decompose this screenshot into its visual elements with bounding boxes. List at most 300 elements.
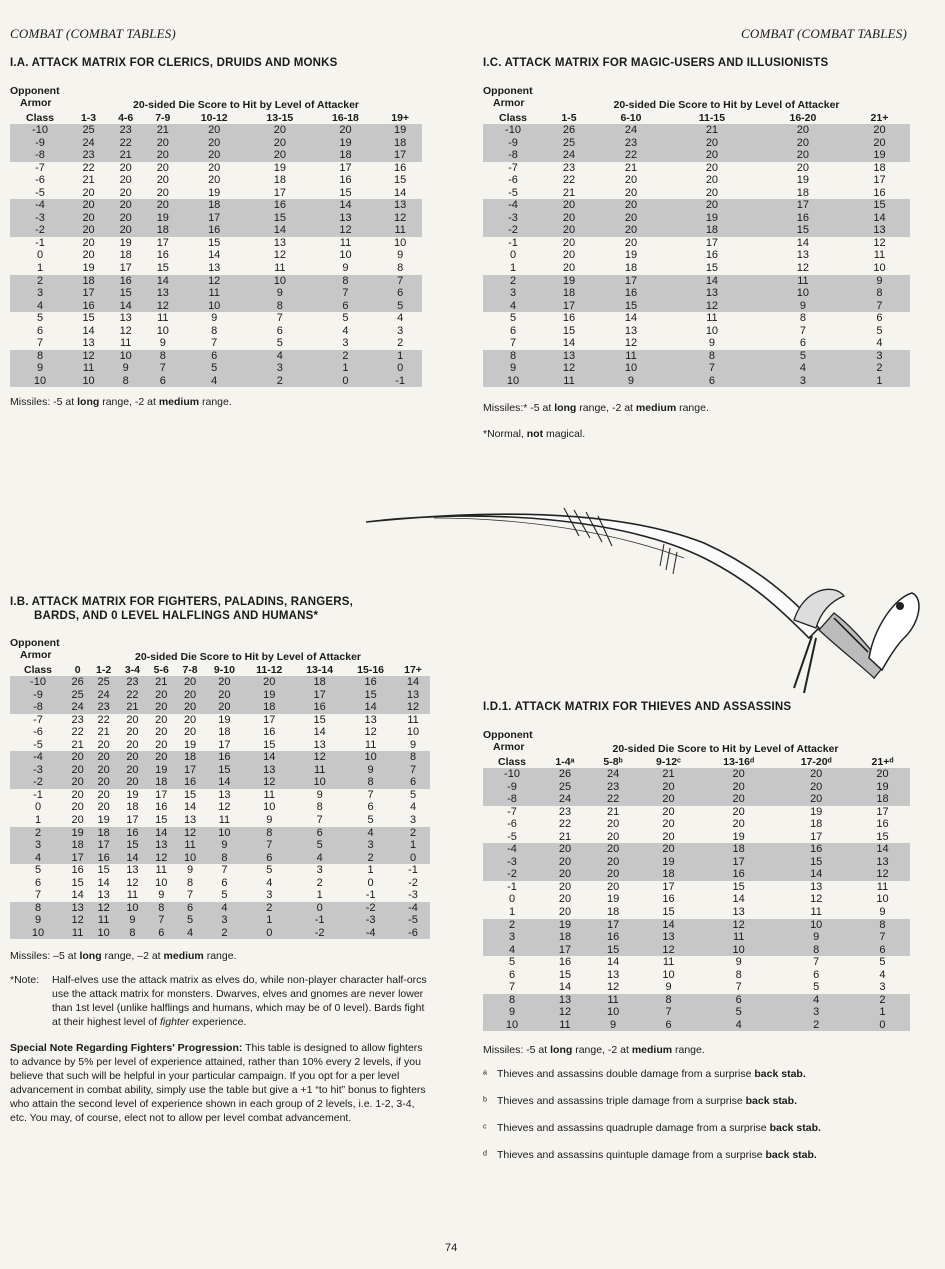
to-hit-cell: 17 xyxy=(155,788,168,801)
to-hit-cell: 10 xyxy=(406,726,420,739)
to-hit-cell: 7 xyxy=(276,312,283,325)
to-hit-cell: 20 xyxy=(147,701,176,714)
opponent-label: Opponent xyxy=(483,729,533,741)
to-hit-cell: 16 xyxy=(70,300,107,313)
to-hit-cell: 14 xyxy=(118,852,147,865)
to-hit-cell: 13 xyxy=(796,249,810,262)
table-row xyxy=(10,814,430,827)
to-hit-cell: 19 xyxy=(208,186,221,199)
table-row xyxy=(483,199,910,212)
to-hit-cell: 13 xyxy=(144,287,181,300)
page-number: 74 xyxy=(445,1242,458,1254)
to-hit-cell: 11 xyxy=(89,914,118,927)
opponent-label: Opponent xyxy=(10,637,60,649)
to-hit-cell: 6 xyxy=(276,324,283,337)
to-hit-cell: 18 xyxy=(855,793,910,806)
table-row xyxy=(10,162,422,175)
to-hit-cell: 17 xyxy=(176,764,205,777)
to-hit-cell: 16 xyxy=(294,701,345,714)
to-hit-cell: 7 xyxy=(378,275,422,288)
table-row xyxy=(10,124,422,137)
to-hit-cell: 14 xyxy=(637,919,700,932)
to-hit-cell: 16 xyxy=(662,893,675,906)
fighters-progression-note: Special Note Regarding Fighters' Progression: This table is designed to allow fighters to advance by 5% per level of experience attained, rather than 10% every 2 levels, if you believe that such will be helpful in your particular campaign. If you opt for a per level advancement in combat ability, simply use the table but give a +1 “to hit” bonus to fighters who attain the second level of experience shown in each group of 2 levels, i.e. 1-2, 3-4, etc. You may, of course, elect not to allow per level combat advancement. xyxy=(10,1042,426,1125)
to-hit-cell: 1 xyxy=(378,350,422,363)
to-hit-cell: 20 xyxy=(66,751,89,764)
to-hit-cell: 4 xyxy=(342,324,349,337)
to-hit-cell: 23 xyxy=(70,149,107,162)
to-hit-cell: 18 xyxy=(147,776,176,789)
to-hit-cell: 20 xyxy=(89,764,118,777)
to-hit-cell: 7 xyxy=(799,324,806,337)
to-hit-cell: 13 xyxy=(732,906,745,919)
to-hit-cell: 11 xyxy=(407,713,419,726)
to-hit-cell: 20 xyxy=(156,174,169,187)
armor-class-cell: 10 xyxy=(483,375,543,388)
to-hit-cell: 11 xyxy=(181,287,247,300)
to-hit-cell: 16 xyxy=(118,827,147,840)
to-hit-cell: 12 xyxy=(855,868,910,881)
armor-class-cell: 4 xyxy=(483,944,541,957)
table-row xyxy=(10,249,422,262)
to-hit-cell: 25 xyxy=(89,676,118,689)
to-hit-cell: 4 xyxy=(757,362,849,375)
level-column-header: 13-16ᵈ xyxy=(723,755,755,768)
table-row xyxy=(10,676,430,689)
to-hit-cell: 12 xyxy=(378,212,422,225)
to-hit-cell: 4 xyxy=(879,968,886,981)
to-hit-cell: 11 xyxy=(126,889,139,902)
to-hit-cell: 16 xyxy=(176,776,205,789)
to-hit-cell: 6 xyxy=(700,994,778,1007)
to-hit-cell: 20 xyxy=(637,781,700,794)
to-hit-cell: -3 xyxy=(345,914,396,927)
to-hit-cell: 20 xyxy=(82,249,95,262)
table-row xyxy=(10,375,422,388)
to-hit-cell: 25 xyxy=(70,124,107,137)
to-hit-cell: 5 xyxy=(813,981,820,994)
to-hit-cell: 13 xyxy=(208,262,221,275)
armor-class-cell: -8 xyxy=(10,149,70,162)
table-b-title-line1: I.B. ATTACK MATRIX FOR FIGHTERS, PALADINS, RANGERS, xyxy=(10,596,354,608)
to-hit-cell: 16 xyxy=(595,287,667,300)
to-hit-cell: 21 xyxy=(667,124,757,137)
to-hit-cell: 10 xyxy=(181,300,247,313)
to-hit-cell: 20 xyxy=(156,161,169,174)
to-hit-cell: 19 xyxy=(97,814,110,827)
to-hit-cell: 21 xyxy=(107,149,144,162)
table-row xyxy=(483,312,910,325)
to-hit-cell: 10 xyxy=(70,375,107,388)
attack-matrix-table-a xyxy=(10,98,422,387)
armor-label: Armor xyxy=(493,96,525,109)
to-hit-cell: 3 xyxy=(266,889,273,902)
to-hit-cell: 6 xyxy=(876,312,883,325)
to-hit-cell: 12 xyxy=(181,275,247,288)
to-hit-cell: 13 xyxy=(218,788,231,801)
to-hit-cell: 22 xyxy=(71,726,84,739)
to-hit-cell: 21 xyxy=(562,186,576,199)
to-hit-cell: 9 xyxy=(345,764,396,777)
armor-class-cell: 4 xyxy=(10,300,70,313)
armor-class-cell: -2 xyxy=(10,776,66,789)
to-hit-cell: -4 xyxy=(345,927,396,940)
to-hit-cell: 20 xyxy=(176,701,205,714)
table-row xyxy=(483,137,910,150)
to-hit-cell: 20 xyxy=(849,124,910,137)
to-hit-cell: 16 xyxy=(589,931,637,944)
to-hit-cell: 20 xyxy=(589,843,637,856)
armor-class-cell: 6 xyxy=(34,876,42,889)
table-row xyxy=(483,843,910,856)
to-hit-cell: 20 xyxy=(700,768,778,781)
to-hit-cell: 20 xyxy=(118,751,147,764)
to-hit-cell: 13 xyxy=(637,931,700,944)
to-hit-cell: 16 xyxy=(700,868,778,881)
to-hit-cell: 20 xyxy=(777,781,855,794)
armor-label: Armor xyxy=(20,96,52,109)
to-hit-cell: 15 xyxy=(732,880,745,893)
to-hit-cell: 20 xyxy=(176,689,205,702)
armor-class-cell: 1 xyxy=(34,814,42,827)
to-hit-cell: 16 xyxy=(204,751,244,764)
to-hit-cell: 18 xyxy=(273,174,286,187)
to-hit-cell: 14 xyxy=(732,893,745,906)
to-hit-cell: 14 xyxy=(345,701,396,714)
to-hit-cell: 11 xyxy=(274,262,286,275)
table-row xyxy=(483,287,910,300)
to-hit-cell: 17 xyxy=(89,839,118,852)
to-hit-cell: 4 xyxy=(294,852,345,865)
to-hit-cell: 5 xyxy=(342,312,349,325)
to-hit-cell: 12 xyxy=(70,350,107,363)
to-hit-cell: -2 xyxy=(294,927,345,940)
to-hit-cell: 18 xyxy=(624,262,638,275)
armor-class-cell: -3 xyxy=(10,212,70,225)
to-hit-cell: 5 xyxy=(176,914,205,927)
to-hit-cell: 13 xyxy=(543,350,595,363)
to-hit-cell: 12 xyxy=(364,726,377,739)
armor-class-cell: 1 xyxy=(36,262,44,275)
back-stab-footnote xyxy=(483,1121,913,1135)
to-hit-cell: 3 xyxy=(345,839,396,852)
level-column-header: 3-4 xyxy=(124,663,141,676)
armor-class-cell: -4 xyxy=(483,843,541,856)
to-hit-cell: 18 xyxy=(176,751,205,764)
armor-class-cell: -3 xyxy=(10,764,66,777)
to-hit-cell: 20 xyxy=(71,788,84,801)
to-hit-cell: 7 xyxy=(367,788,374,801)
armor-class-cell: 8 xyxy=(483,994,541,1007)
to-hit-cell: 1 xyxy=(316,889,323,902)
to-hit-cell: 12 xyxy=(873,236,886,249)
to-hit-cell: 24 xyxy=(589,768,637,781)
class-header: Class xyxy=(23,663,53,676)
to-hit-cell: 13 xyxy=(667,287,757,300)
to-hit-cell: 15 xyxy=(595,300,667,313)
to-hit-cell: 26 xyxy=(66,676,89,689)
table-row xyxy=(483,224,910,237)
to-hit-cell: 6 xyxy=(176,902,205,915)
to-hit-cell: 5 xyxy=(181,362,247,375)
armor-class-cell: 6 xyxy=(36,324,44,337)
footnote-text: Thieves and assassins quintuple damage from a surprise xyxy=(497,1149,766,1162)
table-row xyxy=(10,839,430,852)
to-hit-cell: 16 xyxy=(757,212,849,225)
to-hit-cell: 19 xyxy=(637,856,700,869)
to-hit-cell: 14 xyxy=(396,676,430,689)
to-hit-cell: 13 xyxy=(244,764,294,777)
to-hit-cell: 23 xyxy=(118,676,147,689)
to-hit-cell: 20 xyxy=(541,843,589,856)
to-hit-cell: 7 xyxy=(849,300,910,313)
armor-class-cell: -3 xyxy=(483,856,541,869)
to-hit-cell: 1 xyxy=(396,839,430,852)
to-hit-cell: 10 xyxy=(118,902,147,915)
table-b-title-line2: BARDS, AND 0 LEVEL HALFLINGS AND HUMANS* xyxy=(34,610,319,622)
table-row xyxy=(483,906,910,919)
to-hit-cell: 2 xyxy=(313,350,379,363)
class-header: Class xyxy=(25,111,55,124)
to-hit-cell: 19 xyxy=(183,738,197,751)
to-hit-cell: 13 xyxy=(183,814,197,827)
armor-class-cell: 1 xyxy=(508,906,516,919)
to-hit-cell: 4 xyxy=(345,827,396,840)
level-column-header: 21+ᵈ xyxy=(871,755,894,768)
to-hit-cell: 17 xyxy=(810,830,823,843)
to-hit-cell: 15 xyxy=(247,212,313,225)
to-hit-cell: 26 xyxy=(543,124,595,137)
to-hit-cell: 13 xyxy=(66,902,89,915)
to-hit-cell: 20 xyxy=(247,149,313,162)
level-column-header: 16-18 xyxy=(332,111,359,124)
to-hit-cell: 2 xyxy=(316,876,323,889)
level-column-header: 9-10 xyxy=(213,663,235,676)
table-row xyxy=(10,914,430,927)
to-hit-cell: 20 xyxy=(637,843,700,856)
to-hit-cell: 9 xyxy=(589,1019,637,1032)
to-hit-cell: 11 xyxy=(157,312,169,325)
to-hit-cell: 20 xyxy=(606,880,620,893)
to-hit-cell: 7 xyxy=(813,956,820,969)
to-hit-cell: 20 xyxy=(181,149,247,162)
table-row xyxy=(483,375,910,388)
to-hit-cell: 10 xyxy=(873,262,886,275)
table-row xyxy=(483,362,910,375)
to-hit-cell: 19 xyxy=(796,174,810,187)
armor-class-cell: -6 xyxy=(35,174,45,187)
to-hit-cell: 8 xyxy=(107,375,144,388)
to-hit-cell: 5 xyxy=(757,350,849,363)
to-hit-cell: 7 xyxy=(187,889,194,902)
to-hit-cell: 9 xyxy=(266,814,273,827)
to-hit-cell: 16 xyxy=(873,186,886,199)
to-hit-cell: 20 xyxy=(107,212,144,225)
to-hit-cell: 19 xyxy=(606,893,620,906)
to-hit-cell: 20 xyxy=(126,738,139,751)
armor-class-cell: -7 xyxy=(33,713,43,726)
to-hit-cell: 14 xyxy=(71,889,84,902)
to-hit-cell: 16 xyxy=(705,249,719,262)
to-hit-cell: 16 xyxy=(155,801,168,814)
back-stab-footnote xyxy=(483,1148,913,1162)
to-hit-cell: 3 xyxy=(316,864,323,877)
to-hit-cell: 20 xyxy=(156,186,169,199)
to-hit-cell: 25 xyxy=(541,781,589,794)
to-hit-cell: 9 xyxy=(247,287,313,300)
armor-class-cell: -7 xyxy=(508,161,518,174)
to-hit-cell: 12 xyxy=(218,801,231,814)
to-hit-cell: 4 xyxy=(409,801,417,814)
table-row xyxy=(10,224,422,237)
to-hit-cell: 20 xyxy=(66,764,89,777)
to-hit-cell: 9 xyxy=(879,906,886,919)
to-hit-cell: 20 xyxy=(119,174,132,187)
table-row xyxy=(483,124,910,137)
table-row xyxy=(483,187,910,200)
armor-class-cell: -8 xyxy=(10,701,66,714)
to-hit-cell: 0 xyxy=(378,362,422,375)
to-hit-cell: 10 xyxy=(757,287,849,300)
table-d-missiles: Missiles: -5 at long range, -2 at medium range. xyxy=(483,1044,705,1057)
to-hit-cell: 20 xyxy=(705,161,719,174)
to-hit-cell: 15 xyxy=(118,839,147,852)
level-column-header: 10-12 xyxy=(200,111,228,124)
armor-class-cell: -4 xyxy=(10,751,66,764)
to-hit-cell: 24 xyxy=(543,149,595,162)
to-hit-cell: 19 xyxy=(244,689,294,702)
to-hit-cell: 20 xyxy=(558,880,572,893)
to-hit-cell: 10 xyxy=(705,324,719,337)
to-hit-cell: 5 xyxy=(367,814,374,827)
to-hit-cell: 23 xyxy=(562,161,576,174)
to-hit-cell: 22 xyxy=(562,174,576,187)
level-column-header: 21+ xyxy=(870,111,889,124)
to-hit-cell: 19 xyxy=(624,249,638,262)
to-hit-cell: 11 xyxy=(339,236,352,249)
to-hit-cell: 9 xyxy=(211,312,218,325)
table-row xyxy=(483,931,910,944)
to-hit-cell: 7 xyxy=(667,362,757,375)
to-hit-cell: 8 xyxy=(211,324,218,337)
table-b-note: *Note: Half-elves use the attack matrix as elves do, while non-player character half-orcs use the attack matrix for monsters. Dwarves, elves and gnomes are never lower than 1st level (unlike halflings and humans, which may be of 0 level). Bards fight at their highest level of fighter experience. xyxy=(10,974,427,1029)
to-hit-cell: 7 xyxy=(144,362,181,375)
to-hit-cell: 16 xyxy=(156,249,169,262)
to-hit-cell: 24 xyxy=(66,701,89,714)
armor-class-cell: -1 xyxy=(35,236,45,249)
table-row xyxy=(483,881,910,894)
to-hit-cell: 12 xyxy=(796,262,810,275)
to-hit-cell: 20 xyxy=(624,174,638,187)
armor-class-cell: -10 xyxy=(483,124,543,137)
to-hit-cell: 17 xyxy=(156,236,169,249)
to-hit-cell: 19 xyxy=(313,137,379,150)
to-hit-cell: 17 xyxy=(70,287,107,300)
to-hit-cell: 8 xyxy=(777,944,855,957)
to-hit-cell: 15 xyxy=(562,324,576,337)
to-hit-cell: 13 xyxy=(147,839,176,852)
to-hit-cell: 14 xyxy=(107,300,144,313)
to-hit-cell: 18 xyxy=(119,249,132,262)
table-row xyxy=(10,701,430,714)
table-row xyxy=(483,300,910,313)
to-hit-cell: 15 xyxy=(71,876,84,889)
to-hit-cell: 7 xyxy=(855,931,910,944)
to-hit-cell: 11 xyxy=(176,839,205,852)
to-hit-cell: 16 xyxy=(558,956,572,969)
to-hit-cell: 14 xyxy=(394,186,407,199)
to-hit-cell: 20 xyxy=(144,149,181,162)
to-hit-cell: 9 xyxy=(107,362,144,375)
to-hit-cell: 11 xyxy=(364,738,377,751)
to-hit-cell: 5 xyxy=(378,300,422,313)
to-hit-cell: 21 xyxy=(71,738,84,751)
to-hit-cell: 21 xyxy=(147,676,176,689)
to-hit-cell: 3 xyxy=(409,814,417,827)
level-column-header: 6-10 xyxy=(620,111,642,124)
to-hit-cell: 14 xyxy=(855,843,910,856)
table-row xyxy=(483,981,910,994)
to-hit-cell: 9 xyxy=(849,275,910,288)
to-hit-cell: 17 xyxy=(543,300,595,313)
armor-class-cell: 10 xyxy=(10,375,70,388)
to-hit-cell: 23 xyxy=(595,137,667,150)
to-hit-cell: 16 xyxy=(562,312,576,325)
to-hit-cell: 14 xyxy=(204,776,244,789)
to-hit-cell: 11 xyxy=(543,375,595,388)
armor-label: Armor xyxy=(493,740,525,753)
table-row xyxy=(483,337,910,350)
to-hit-cell: 6 xyxy=(294,827,345,840)
class-header: Class xyxy=(497,755,527,768)
to-hit-cell: 19 xyxy=(543,275,595,288)
armor-class-cell: 3 xyxy=(10,287,70,300)
to-hit-cell: 10 xyxy=(156,324,169,337)
to-hit-cell: 15 xyxy=(558,968,572,981)
to-hit-cell: 12 xyxy=(119,324,132,337)
to-hit-cell: 21 xyxy=(97,726,110,739)
to-hit-cell: 15 xyxy=(777,856,855,869)
armor-class-cell: -2 xyxy=(483,224,543,237)
to-hit-cell: 20 xyxy=(595,199,667,212)
table-row xyxy=(483,793,910,806)
to-hit-cell: 3 xyxy=(757,375,849,388)
footnote-text: Thieves and assassins double damage from a surprise xyxy=(497,1068,755,1081)
to-hit-cell: 20 xyxy=(71,801,84,814)
table-row xyxy=(10,714,430,727)
to-hit-cell: 14 xyxy=(624,312,638,325)
table-row xyxy=(10,776,430,789)
table-row xyxy=(10,726,430,739)
to-hit-cell: 13 xyxy=(378,199,422,212)
to-hit-cell: 19 xyxy=(82,262,95,275)
to-hit-cell: 4 xyxy=(266,876,273,889)
table-row xyxy=(10,174,422,187)
to-hit-cell: 20 xyxy=(70,212,107,225)
level-column-header: 7-9 xyxy=(155,111,171,124)
to-hit-cell: 6 xyxy=(667,375,757,388)
table-c-title: I.C. ATTACK MATRIX FOR MAGIC-USERS AND ILLUSIONISTS xyxy=(483,57,829,69)
to-hit-cell: 14 xyxy=(796,236,810,249)
to-hit-cell: 13 xyxy=(313,212,379,225)
to-hit-cell: 20 xyxy=(543,224,595,237)
level-column-header: 11-15 xyxy=(698,111,726,124)
table-row xyxy=(483,893,910,906)
to-hit-cell: 20 xyxy=(541,856,589,869)
table-row xyxy=(10,137,422,150)
to-hit-cell: 20 xyxy=(667,199,757,212)
to-hit-cell: 8 xyxy=(637,994,700,1007)
